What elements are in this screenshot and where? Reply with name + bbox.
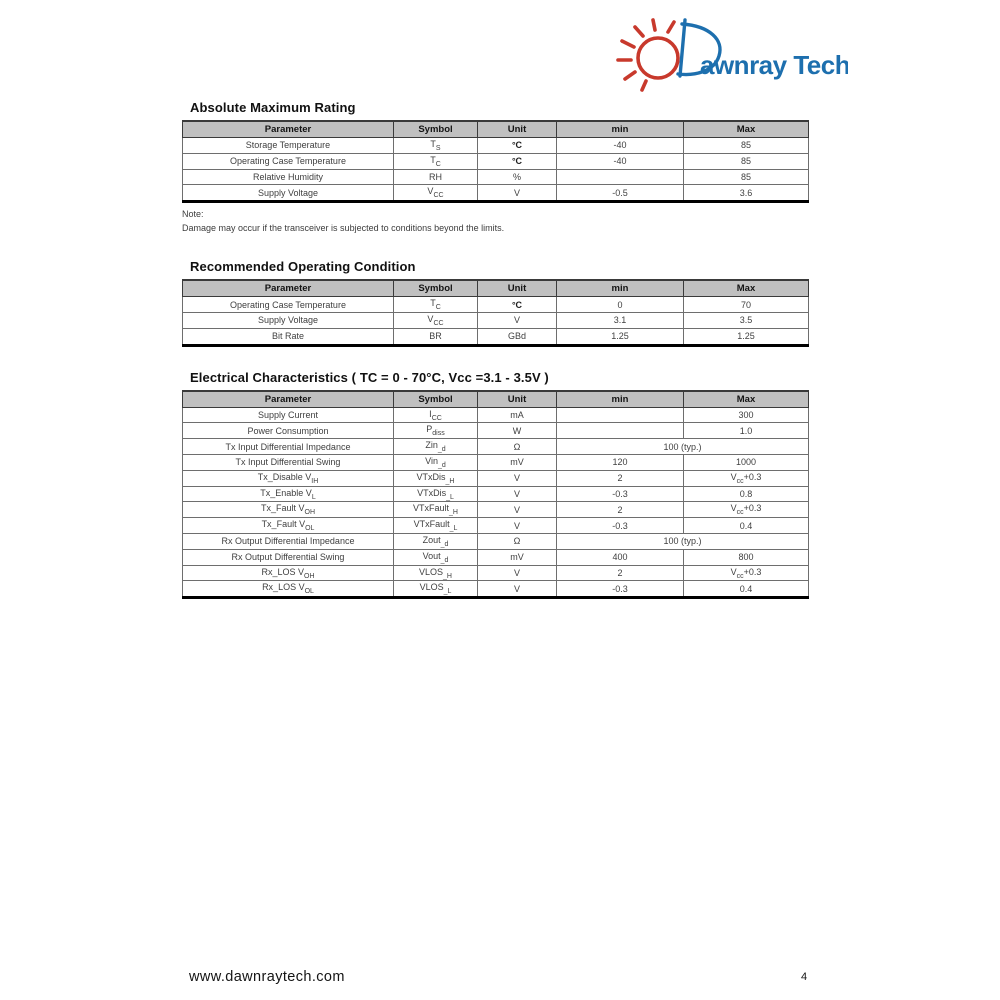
table-cell: $I_{CC}$ xyxy=(394,407,478,423)
table-row xyxy=(183,470,809,486)
table-cell: Ω xyxy=(478,439,557,455)
table-cell: Supply Current xyxy=(183,407,394,423)
table-cell: GBd xyxy=(478,328,557,345)
table-cell: 800 xyxy=(684,549,809,565)
table-cell: $V_{CC}$ xyxy=(394,312,478,328)
table-cell: Tx_Enable $V_L$ xyxy=(183,486,394,502)
data-table-1 xyxy=(182,279,809,346)
table-cell: BR xyxy=(394,328,478,345)
column-header: Symbol xyxy=(394,121,478,138)
table-cell: V xyxy=(478,581,557,598)
data-table-0 xyxy=(182,120,809,203)
table-cell: VTxFault$_{\_H}$ xyxy=(394,502,478,518)
table-cell: V xyxy=(478,565,557,581)
table-row xyxy=(183,153,809,169)
table-cell: 3.1 xyxy=(557,312,684,328)
table-cell: Relative Humidity xyxy=(183,169,394,185)
section-1 xyxy=(182,259,808,346)
table-cell: Supply Voltage xyxy=(183,185,394,202)
table-cell: 85 xyxy=(684,153,809,169)
table-cell: Zout$_{\_d}$ xyxy=(394,533,478,549)
section-title: Recommended Operating Condition xyxy=(190,259,416,275)
table-row xyxy=(183,328,809,345)
table-cell: 0 xyxy=(557,297,684,313)
note-text: Damage may occur if the transceiver is subjected to conditions beyond the limits. xyxy=(182,223,505,234)
table-row xyxy=(183,454,809,470)
note-text: Note: xyxy=(182,209,204,220)
table-cell: $V_{cc}+0.3$ xyxy=(684,565,809,581)
table-cell: $T_C$ xyxy=(394,153,478,169)
sections xyxy=(182,100,808,599)
column-header: Unit xyxy=(478,280,557,297)
column-header: Symbol xyxy=(394,280,478,297)
column-header: min xyxy=(557,391,684,408)
table-cell: Power Consumption xyxy=(183,423,394,439)
section-title: Electrical Characteristics ( TC = 0 - 70°C, Vcc =3.1 - 3.5V ) xyxy=(190,369,549,385)
table-cell: Supply Voltage xyxy=(183,312,394,328)
table-cell: mV xyxy=(478,549,557,565)
column-header: min xyxy=(557,280,684,297)
table-cell: Vout$_{\_d}$ xyxy=(394,549,478,565)
logo-text: awnray Tech xyxy=(700,50,848,80)
table-cell: V xyxy=(478,502,557,518)
table-cell: 2 xyxy=(557,470,684,486)
sun-icon xyxy=(618,20,678,90)
table-cell: 85 xyxy=(684,138,809,154)
table-cell: 1.0 xyxy=(684,423,809,439)
logo-graphic xyxy=(608,8,848,92)
table-cell: V xyxy=(478,312,557,328)
table-cell: mV xyxy=(478,454,557,470)
table-cell: 300 xyxy=(684,407,809,423)
column-header: min xyxy=(557,121,684,138)
table-cell: Operating Case Temperature xyxy=(183,297,394,313)
table-cell: V xyxy=(478,518,557,534)
table-row xyxy=(183,423,809,439)
table-cell: RH xyxy=(394,169,478,185)
table-row xyxy=(183,533,809,549)
table-cell: 100 (typ.) xyxy=(557,439,809,455)
table-row xyxy=(183,185,809,202)
table-cell: mA xyxy=(478,407,557,423)
table-cell: Bit Rate xyxy=(183,328,394,345)
column-header: Max xyxy=(684,391,809,408)
table-cell: 0.8 xyxy=(684,486,809,502)
column-header: Unit xyxy=(478,121,557,138)
table-cell: 2 xyxy=(557,565,684,581)
table-cell: Operating Case Temperature xyxy=(183,153,394,169)
table-cell: 70 xyxy=(684,297,809,313)
table-cell: -0.3 xyxy=(557,581,684,598)
table-cell: $V_{cc}+0.3$ xyxy=(684,502,809,518)
table-cell: W xyxy=(478,423,557,439)
table-cell: $T_C$ xyxy=(394,297,478,313)
table-cell: 1.25 xyxy=(557,328,684,345)
column-header: Symbol xyxy=(394,391,478,408)
footer-website: www.dawnraytech.com xyxy=(189,969,345,985)
table-row xyxy=(183,581,809,598)
column-header: Unit xyxy=(478,391,557,408)
table-cell: VTxDis$_{\_H}$ xyxy=(394,470,478,486)
table-cell: $VLOS_{\_H}$ xyxy=(394,565,478,581)
column-header: Max xyxy=(684,280,809,297)
table-cell: Tx Input Differential Impedance xyxy=(183,439,394,455)
table-cell: 85 xyxy=(684,169,809,185)
table-cell: -0.3 xyxy=(557,518,684,534)
column-header: Max xyxy=(684,121,809,138)
table-cell: 2 xyxy=(557,502,684,518)
table-cell: $VLOS_{\_L}$ xyxy=(394,581,478,598)
table-cell: -40 xyxy=(557,153,684,169)
table-cell: V xyxy=(478,486,557,502)
table-cell: Tx_Disable $V_{IH}$ xyxy=(183,470,394,486)
table-cell: 0.4 xyxy=(684,518,809,534)
table-cell: 0.4 xyxy=(684,581,809,598)
table-cell: °C xyxy=(478,297,557,313)
table-cell: VTxFault$_{\_L}$ xyxy=(394,518,478,534)
table-cell: $V_{cc}+0.3$ xyxy=(684,470,809,486)
column-header: Parameter xyxy=(183,121,394,138)
table-cell: -0.5 xyxy=(557,185,684,202)
table-cell: °C xyxy=(478,153,557,169)
table-cell: 1.25 xyxy=(684,328,809,345)
table-cell: Rx Output Differential Impedance xyxy=(183,533,394,549)
section-2 xyxy=(182,370,808,600)
table-cell: V xyxy=(478,185,557,202)
table-cell: Vin$_{\_d}$ xyxy=(394,454,478,470)
table-cell: -0.3 xyxy=(557,486,684,502)
table-cell: Rx_LOS $V_{OH}$ xyxy=(183,565,394,581)
table-row xyxy=(183,518,809,534)
table-row xyxy=(183,297,809,313)
table-row xyxy=(183,138,809,154)
table-cell: $V_{CC}$ xyxy=(394,185,478,202)
table-cell: 1000 xyxy=(684,454,809,470)
data-table-2 xyxy=(182,390,809,600)
table-cell: 120 xyxy=(557,454,684,470)
section-title: Absolute Maximum Rating xyxy=(190,100,356,115)
table-cell: Rx Output Differential Swing xyxy=(183,549,394,565)
table-row xyxy=(183,502,809,518)
table-cell: 400 xyxy=(557,549,684,565)
table-cell: V xyxy=(478,470,557,486)
table-cell: Tx_Fault $V_{OH}$ xyxy=(183,502,394,518)
table-cell: $T_S$ xyxy=(394,138,478,154)
table-cell: Zin$_{\_d}$ xyxy=(394,439,478,455)
table-cell: 100 (typ.) xyxy=(557,533,809,549)
table-cell: Ω xyxy=(478,533,557,549)
company-logo xyxy=(608,8,848,92)
table-cell: Tx_Fault $V_{OL}$ xyxy=(183,518,394,534)
table-cell: VTxDis$_{\_L}$ xyxy=(394,486,478,502)
table-cell: 3.6 xyxy=(684,185,809,202)
table-row xyxy=(183,486,809,502)
footer-page-number: 4 xyxy=(801,971,808,983)
table-cell xyxy=(557,423,684,439)
table-cell xyxy=(557,407,684,423)
column-header: Parameter xyxy=(183,391,394,408)
table-row xyxy=(183,169,809,185)
table-cell: Tx Input Differential Swing xyxy=(183,454,394,470)
section-0 xyxy=(182,100,808,233)
table-row xyxy=(183,312,809,328)
table-cell xyxy=(557,169,684,185)
table-cell: 3.5 xyxy=(684,312,809,328)
table-row xyxy=(183,439,809,455)
table-row xyxy=(183,407,809,423)
table-cell: °C xyxy=(478,138,557,154)
table-cell: $P_{diss}$ xyxy=(394,423,478,439)
column-header: Parameter xyxy=(183,280,394,297)
table-row xyxy=(183,549,809,565)
table-row xyxy=(183,565,809,581)
table-cell: Rx_LOS $V_{OL}$ xyxy=(183,581,394,598)
table-cell: % xyxy=(478,169,557,185)
table-cell: Storage Temperature xyxy=(183,138,394,154)
table-cell: -40 xyxy=(557,138,684,154)
